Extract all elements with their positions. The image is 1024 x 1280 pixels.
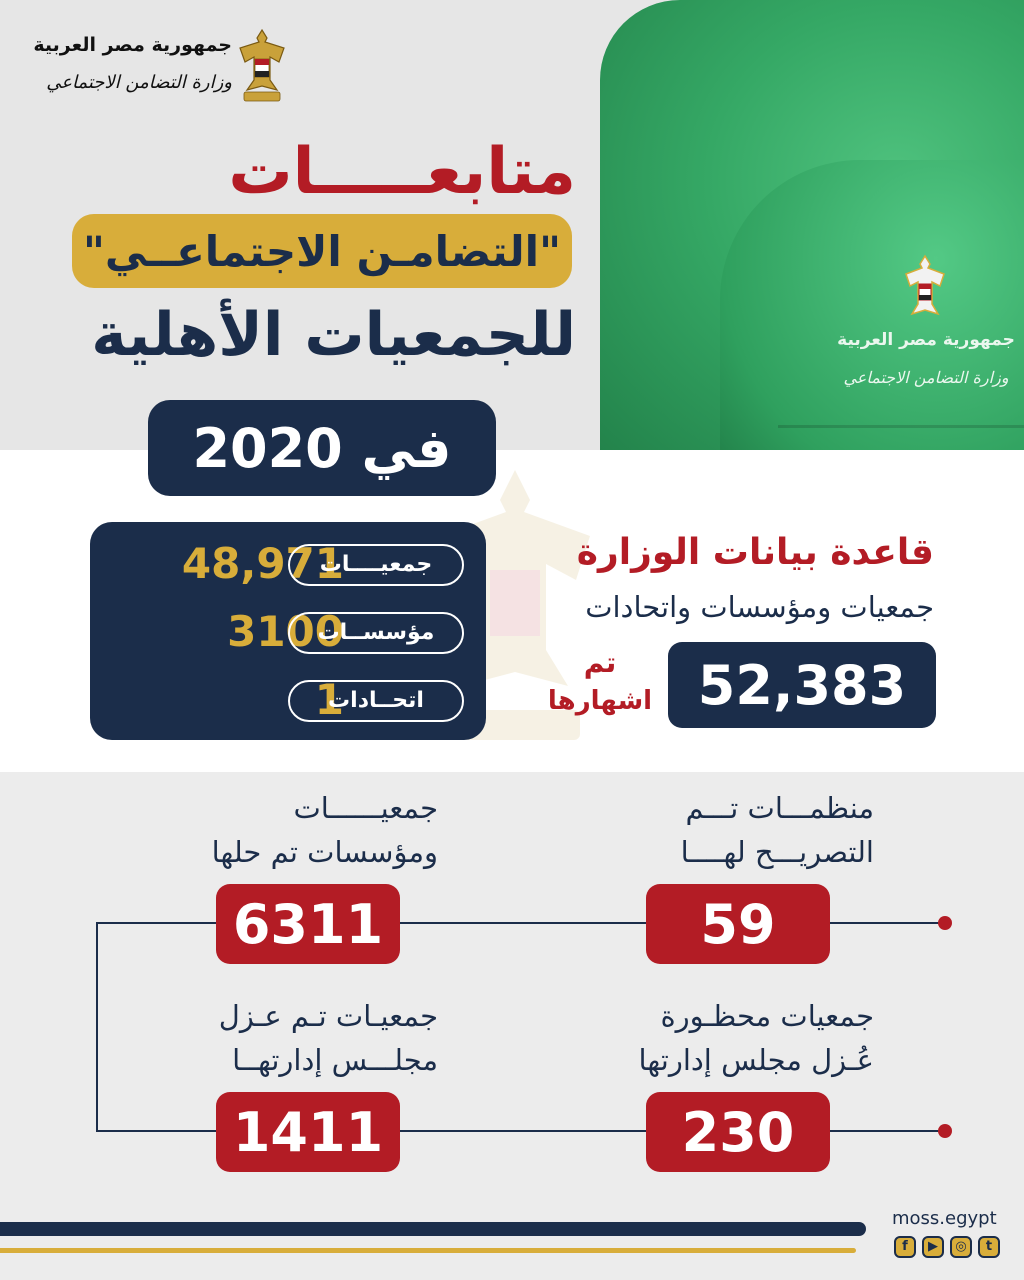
site-handle[interactable]: moss.egypt xyxy=(892,1208,997,1229)
sleeve-text-line-1: جمهورية مصر العربية xyxy=(837,330,1015,350)
registered-total-box xyxy=(668,642,936,728)
footer-bar-navy xyxy=(0,1222,866,1236)
stat-board-removed-box xyxy=(216,1092,400,1172)
year-text: في 2020 xyxy=(192,416,452,480)
count-label: اتحــادات xyxy=(288,680,464,722)
count-label: جمعيــــات xyxy=(288,544,464,586)
sleeve-eagle-icon xyxy=(900,252,950,332)
title-ministry-name: "التضامـن الاجتماعــي" xyxy=(83,226,561,276)
stat-permitted-label-2: التصريـــح لهــــا xyxy=(680,835,874,869)
shirt-sleeve xyxy=(720,160,1024,450)
facebook-icon[interactable]: f xyxy=(894,1236,916,1258)
count-value: 48,971 xyxy=(181,539,344,588)
title-ministry-pill xyxy=(72,214,572,288)
stat-permitted-label-1: منظمـــات تـــم xyxy=(685,791,874,825)
database-subtitle: جمعيات ومؤسسات واتحادات xyxy=(585,590,934,624)
sleeve-text-line-2: وزارة التضامن الاجتماعي xyxy=(843,368,1009,387)
registered-label-1: تم xyxy=(583,646,617,679)
stat-banned-value: 230 xyxy=(681,1100,795,1164)
stat-board-removed-label-1: جمعيـات تـم عـزل xyxy=(218,999,438,1033)
ministry-name: وزارة التضامن الاجتماعي xyxy=(46,72,232,93)
stat-dissolved-value: 6311 xyxy=(232,892,384,956)
connector-top-right xyxy=(830,922,944,924)
year-badge xyxy=(148,400,496,496)
registered-total-value: 52,383 xyxy=(697,653,907,717)
title-follow-ups: متابعـــــات xyxy=(228,135,576,209)
counts-panel xyxy=(90,522,486,740)
stat-board-removed-value: 1411 xyxy=(232,1100,384,1164)
instagram-icon[interactable]: ◎ xyxy=(950,1236,972,1258)
shirt-seam xyxy=(778,425,1024,428)
count-value: 3100 xyxy=(227,607,344,656)
stat-dissolved-label-2: ومؤسسات تم حلها xyxy=(211,835,438,869)
stat-banned-box xyxy=(646,1092,830,1172)
connector-bottom-right xyxy=(830,1130,944,1132)
stat-dissolved-label-1: جمعيــــــات xyxy=(293,791,438,825)
egypt-eagle-icon xyxy=(234,26,290,106)
stat-banned-label-1: جمعيات محظـورة xyxy=(660,999,874,1033)
green-shirt-photo xyxy=(600,0,1024,450)
title-ngos: للجمعيات الأهلية xyxy=(91,300,576,370)
government-name: جمهورية مصر العربية xyxy=(33,34,232,56)
connector-top-middle xyxy=(398,922,648,924)
footer-bar-gold xyxy=(0,1248,856,1253)
registered-label-2: اشهارها xyxy=(547,686,653,716)
stat-board-removed-label-2: مجلـــس إدارتهــا xyxy=(232,1043,438,1077)
connector-top-left xyxy=(96,922,218,924)
stat-permitted-value: 59 xyxy=(700,892,776,956)
count-label: مؤسســات xyxy=(288,612,464,654)
stat-permitted-box xyxy=(646,884,830,964)
connector-bottom-left xyxy=(96,1130,218,1132)
stat-dissolved-box xyxy=(216,884,400,964)
connector-bottom-middle xyxy=(398,1130,648,1132)
count-row-associations xyxy=(90,536,486,592)
count-row-unions xyxy=(90,672,486,728)
youtube-icon[interactable]: ▶ xyxy=(922,1236,944,1258)
stat-banned-label-2: عُـزل مجلس إدارتها xyxy=(638,1043,874,1077)
connector-dot-bottom xyxy=(938,1124,952,1138)
count-value: 1 xyxy=(314,675,344,724)
twitter-icon[interactable]: t xyxy=(978,1236,1000,1258)
database-title: قاعدة بيانات الوزارة xyxy=(576,532,934,573)
count-row-foundations xyxy=(90,604,486,660)
connector-vertical xyxy=(96,922,98,1130)
connector-dot-top xyxy=(938,916,952,930)
